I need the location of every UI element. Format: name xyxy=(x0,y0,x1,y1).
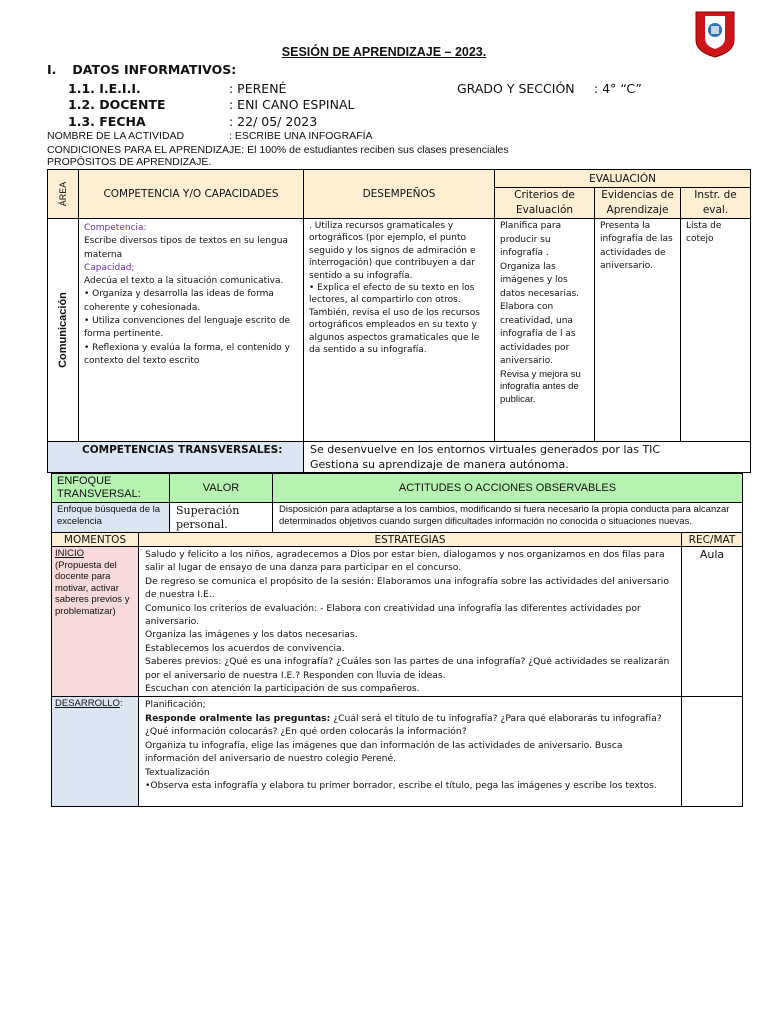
area-header: ÁREA xyxy=(48,170,79,219)
responde-text: ¿Cuál será el título de tu infografía? ¿Para qué elaborarás tu infografía? ¿Qué información colocarás? ¿En qué orden colocarás la información? xyxy=(145,712,662,738)
actitudes-header: ACTITUDES O ACCIONES OBSERVABLES xyxy=(273,474,743,503)
strategy-line: Saberes previos: ¿Qué es una infografía? ¿Cuáles son las partes de una infografía? ¿Qué actividades se realizarán por el aniversario de nuestra I.E.? Responden con lluvia de ideas. xyxy=(145,656,670,681)
docente-label: 1.2. DOCENTE xyxy=(68,97,166,112)
strategy-line: Establecemos los acuerdos de convivencia. xyxy=(145,642,345,654)
criterio-item: Revisa y mejora su infografía antes de publicar. xyxy=(500,368,581,405)
strategy-line: Comunico los criterios de evaluación: - Elabora con creatividad una infografía las diferentes actividades por aniversario. xyxy=(145,602,641,628)
section-heading xyxy=(47,62,236,77)
document-title: SESIÓN DE APRENDIZAJE – 2023. xyxy=(281,45,487,59)
actividad-label: NOMBRE DE LA ACTIVIDAD xyxy=(47,130,185,142)
strategy-line: De regreso se comunica el propósito de la sesión: Elaboramos una infografía sobre las actividades del aniversario de nuestra I.E.. xyxy=(145,575,669,601)
inicio-title: INICIO xyxy=(55,548,85,559)
condiciones: CONDICIONES PARA EL APRENDIZAJE: El 100% de estudiantes reciben sus clases presenciales xyxy=(47,144,509,156)
instrumento-header: Instr. de eval. xyxy=(681,188,751,219)
capacidad-item: • Utiliza convenciones del lenguaje escrito de forma pertinente. xyxy=(84,316,291,340)
desarrollo-cell xyxy=(52,697,139,807)
criterio-item: Elabora con creatividad, una infografía de l as actividades por aniversario. xyxy=(500,302,576,366)
enfoque-table xyxy=(51,473,743,534)
actitudes-value: Disposición para adaptarse a los cambios, modificando si fuera necesario la propia conducta para alcanzar determinados objetivos cuando surgen dificultades información no conocida o situaciones nuevas. xyxy=(273,503,743,534)
organiza-text: Organiza tu infografía, elige las imágenes que dan información de las actividades de aniversario. Busca información del aniversario de nuestro colegio Perené. xyxy=(145,739,623,765)
enfoque-value: Enfoque búsqueda de la excelencia xyxy=(52,503,170,534)
valor-header: VALOR xyxy=(170,474,273,503)
criterio-item: Planifica para producir su infografía . xyxy=(500,221,562,258)
desempenos-cell xyxy=(304,219,495,442)
desarrollo-title: DESARROLLO xyxy=(55,698,120,710)
strategy-line: Saludo y felicito a los niños, agradecemos a Dios por estar bien, dialogamos y nos organizamos en dos filas para salir al lugar de ensayo de una danza para participar en el concurso. xyxy=(145,549,665,574)
fecha-label: 1.3. FECHA xyxy=(68,114,146,129)
strategy-line: Organiza las imágenes y los datos necesarias. xyxy=(145,629,358,641)
planning-table xyxy=(47,169,751,473)
grado-label: GRADO Y SECCIÓN xyxy=(457,81,575,96)
transversal-item: Gestiona su aprendizaje de manera autónoma. xyxy=(310,458,569,471)
momentos-header: MOMENTOS xyxy=(52,533,139,547)
area-value: Comunicación xyxy=(57,292,69,368)
iei-label: 1.1. I.E.I.I. xyxy=(68,81,141,96)
desarrollo-strategies xyxy=(139,697,682,807)
evidencias-header: Evidencias de Aprendizaje xyxy=(595,188,681,219)
grado-value: : 4° “C” xyxy=(594,81,642,96)
propositos: PROPÓSITOS DE APRENDIZAJE. xyxy=(47,156,212,168)
fecha-value: : 22/ 05/ 2023 xyxy=(229,114,318,129)
transversales-label: COMPETENCIAS TRANSVERSALES: xyxy=(48,442,304,473)
desempeno-item: • Explica el efecto de su texto en los lectores, al compartirlo con otros. También, revisa el uso de los recursos ortográficos empleados en su texto y algunos aspectos gramaticales que le da sentido a su infografía. xyxy=(309,283,480,356)
capacidad-label: Capacidad; xyxy=(84,262,135,273)
desarrollo-colon: : xyxy=(119,698,123,710)
rec-desarrollo xyxy=(682,697,743,807)
iei-value: : PERENÉ xyxy=(229,81,287,96)
competencia-text: Escribe diversos tipos de textos en su lengua materna xyxy=(84,236,288,260)
competencia-label: Competencia: xyxy=(84,223,147,233)
textualizacion-label: Textualización xyxy=(145,766,210,778)
capacidad-item: Adecúa el texto a la situación comunicativa. xyxy=(84,276,284,287)
capacidad-item: • Reflexiona y evalúa la forma, el contenido y contexto del texto escrito xyxy=(84,342,290,366)
capacidad-item: • Organiza y desarrolla las ideas de forma coherente y cohesionada. xyxy=(84,289,274,313)
observa-text: •Observa esta infografía y elabora tu primer borrador, escribe el título, pega las imágenes y escribe los textos. xyxy=(145,779,657,791)
criterios-cell xyxy=(495,219,595,442)
evidencias-cell: Presenta la infografía de las actividades de aniversario. xyxy=(595,219,681,442)
valor-value: Superación personal. xyxy=(170,503,273,534)
section-label: DATOS INFORMATIVOS: xyxy=(72,62,237,77)
section-number: I. xyxy=(47,62,57,77)
transversales-cell xyxy=(304,442,751,473)
momentos-table xyxy=(51,532,743,807)
transversal-item: Se desenvuelve en los entornos virtuales generados por las TIC xyxy=(310,443,661,456)
rec-header: REC/MAT xyxy=(682,533,743,547)
inicio-cell xyxy=(52,547,139,697)
area-cell xyxy=(48,219,79,442)
competencia-header: COMPETENCIA Y/O CAPACIDADES xyxy=(79,170,304,219)
responde-label: Responde oralmente las preguntas: xyxy=(145,712,331,724)
strategy-line: Escuchan con atención la participación de sus compañeros. xyxy=(145,683,420,695)
rec-inicio: Aula xyxy=(682,547,743,697)
inicio-strategies xyxy=(139,547,682,697)
evaluacion-header: EVALUACIÓN xyxy=(495,170,751,188)
criterio-item: Organiza las imágenes y los datos necesarias. xyxy=(500,261,580,299)
planificacion-label: Planificación; xyxy=(145,699,206,711)
docente-value: : ENI CANO ESPINAL xyxy=(229,97,355,112)
criterios-header: Criterios de Evaluación xyxy=(495,188,595,219)
estrategias-header: ESTRATEGIAS xyxy=(139,533,682,547)
inicio-desc: (Propuesta del docente para motivar, activar saberes previos y problematizar) xyxy=(55,559,130,617)
actividad-value: : ESCRIBE UNA INFOGRAFÍA xyxy=(229,130,373,142)
competencia-cell xyxy=(79,219,304,442)
desempeno-item: . Utiliza recursos gramaticales y ortográficos (por ejemplo, el punto seguido y los signos de admiración e interrogación) que contribuyen a dar sentido a su infografía. xyxy=(309,221,476,281)
instrumento-cell: Lista de cotejo xyxy=(681,219,751,442)
enfoque-header: ENFOQUE TRANSVERSAL: xyxy=(52,474,170,503)
desempenos-header: DESEMPEÑOS xyxy=(304,170,495,219)
